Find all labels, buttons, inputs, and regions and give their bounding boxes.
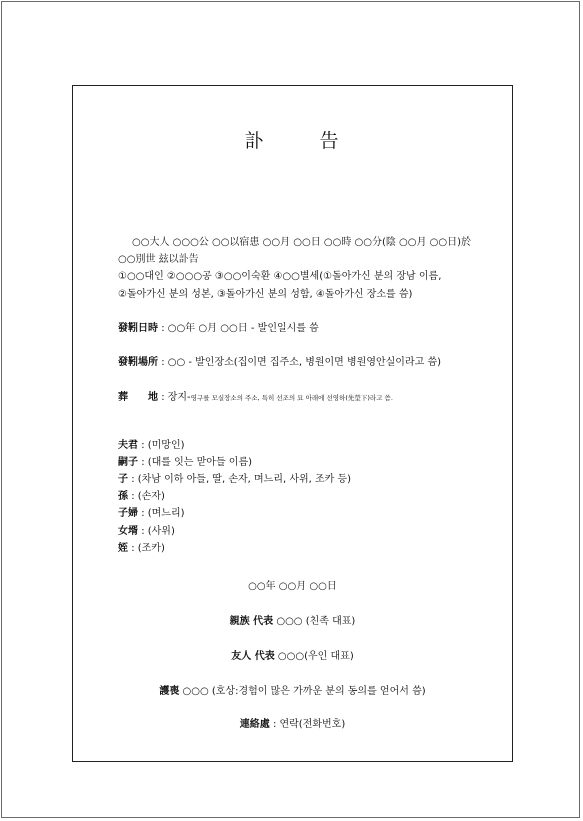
announcement-date: ○○年 ○○月 ○○日 [248,581,337,592]
mourner-row [118,474,351,486]
departure-place-label: 發靷場所 [118,357,158,368]
burial-value: : 장지- [161,392,191,403]
intro-line-1: ○○大人 ○○○公 ○○以宿患 ○○月 ○○日 ○○時 ○○分(陰 ○○月 ○○日)於 [132,237,472,248]
mourner-label: 夫君 [118,440,138,451]
burial-row [118,392,393,404]
departure-place-value: : ○○ - 발인장소(집이면 집주소, 병원이면 병원영안실이라고 씀) [161,357,442,368]
contact-label: 連絡處 [239,719,270,730]
intro-line-2: ○○別世 玆以訃告 [118,254,199,265]
mourner-value: : (조카) [131,543,165,554]
mourner-row [118,526,175,538]
burial-label: 葬 地 [118,392,158,403]
friends-representative [72,647,513,662]
mourner-row [118,543,165,555]
departure-date-value: : ○○年 ○月 ○○日 - 발인일시를 씀 [161,323,319,334]
mourner-label: 子 [118,474,128,485]
friends-value: ○○○(우인 대표) [277,651,354,662]
mourner-label: 女壻 [118,526,138,537]
mourner-label: 孫 [118,491,128,502]
mourner-value: : (미망인) [141,440,185,451]
contact-info [72,715,513,730]
mourner-row [118,440,185,452]
mourner-value: : (차남 이하 아들, 딸, 손자, 며느리, 사위, 조카 등) [131,474,352,485]
intro-line-4: ②돌아가신 분의 성본, ③돌아가신 분의 성함, ④돌아가신 장소를 씀) [118,289,413,300]
host-value: ○○○ (호상:경험이 많은 가까운 분의 동의를 얻어서 씀) [182,686,426,697]
friends-label: 友人 代表 [231,651,275,662]
burial-note: 영구를 모실장소의 주소, 특히 선조의 묘 아래에 선영하(先塋下)라고 씀. [190,394,393,402]
departure-date-row [118,323,319,335]
mourner-row [118,508,185,520]
mourner-label: 子婦 [118,508,138,519]
departure-place-row [118,357,441,369]
document-title: 訃告 [244,130,395,152]
mourner-value: : (손자) [131,491,165,502]
mourner-value: : (대를 잇는 맏아들 이름) [141,457,253,468]
intro-line-3: ①○○대인 ②○○○공 ③○○이숙환 ④○○별세(①돌아가신 분의 장남 이름, [118,271,442,282]
relatives-label: 親族 代表 [229,616,274,627]
mourner-label: 姪 [118,543,128,554]
mourner-label: 嗣子 [118,457,138,468]
contact-value: : 연락(전화번호) [272,719,346,730]
mourner-value: : (사위) [141,526,175,537]
relatives-value: ○○○ (친족 대표) [276,616,356,627]
host-label: 護喪 [159,686,180,697]
funeral-host [72,682,513,697]
mourner-row [118,491,165,503]
relatives-representative [72,612,513,627]
departure-date-label: 發靷日時 [118,323,158,334]
mourner-row [118,457,252,469]
mourner-value: : (며느리) [141,508,185,519]
